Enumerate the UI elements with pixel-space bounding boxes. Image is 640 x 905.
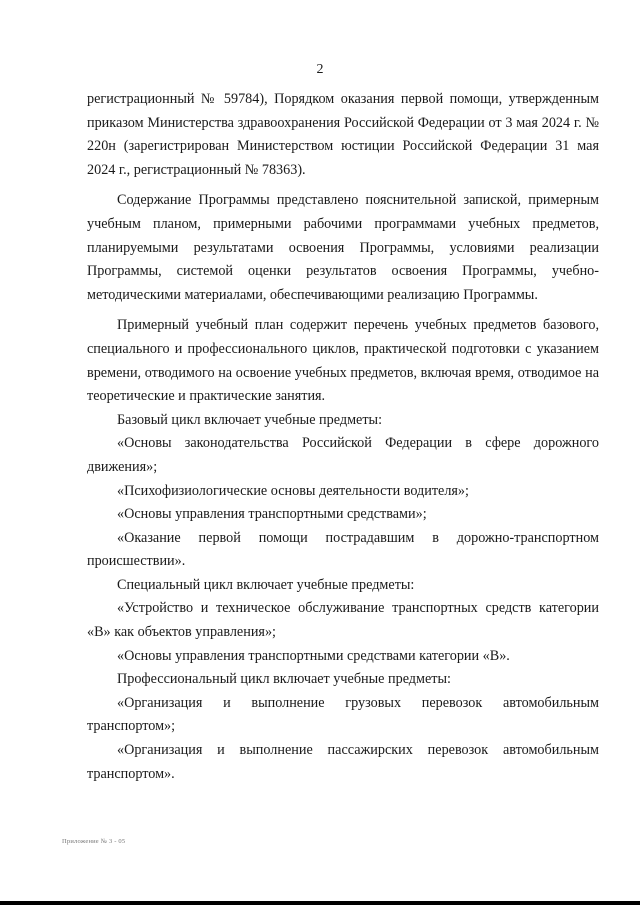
paragraph: Специальный цикл включает учебные предметы: (117, 576, 415, 593)
list-item: «Оказание первой помощи пострадавшим в дорожно-транспортном происшествии». (87, 529, 599, 570)
page-number: 2 (316, 62, 324, 77)
scan-border (0, 901, 640, 905)
paragraph: Примерный учебный план содержит перечень учебных предметов базового, специального и профессионального циклов, практической подготовки с указанием времени, отводимого на освоение учебных предметов, включая время, отводимое на теоретические и практические занятия. (87, 317, 599, 405)
list-item: «Основы управления транспортными средствами»; (117, 506, 427, 523)
list-item: «Психофизиологические основы деятельности водителя»; (117, 482, 469, 499)
list-item: «Основы управления транспортными средствами категории «В». (117, 647, 510, 664)
paragraph: Базовый цикл включает учебные предметы: (117, 411, 383, 428)
document-body (87, 88, 599, 786)
list-item: «Основы законодательства Российской Федерации в сфере дорожного движения»; (87, 435, 599, 475)
list-item: «Организация и выполнение пассажирских перевозок автомобильным транспортом». (87, 742, 599, 782)
paragraph: Содержание Программы представлено пояснительной запиской, примерным учебным планом, примерными рабочими программами учебных предметов, планируемыми результатами освоения Программы, условиями реализации Программы, системой оценки результатов освоения Программы, учебно-методическими материалами, обеспечивающими реализацию Программы. (87, 192, 599, 303)
paragraph: регистрационный № 59784), Порядком оказания первой помощи, утвержденным приказом Министерства здравоохранения Российской Федерации от 3 мая 2024 г. № 220н (зарегистрирован Министерством юстиции Российской Федерации 31 мая 2024 г., регистрационный № 78363). (87, 91, 599, 178)
list-item: «Организация и выполнение грузовых перевозок автомобильным транспортом»; (87, 694, 599, 735)
paragraph: Профессиональный цикл включает учебные предметы: (117, 671, 451, 688)
list-item: «Устройство и техническое обслуживание транспортных средств категории «В» как объектов управления»; (87, 600, 599, 641)
footer-note: Приложение № 3 - 05 (62, 838, 126, 845)
